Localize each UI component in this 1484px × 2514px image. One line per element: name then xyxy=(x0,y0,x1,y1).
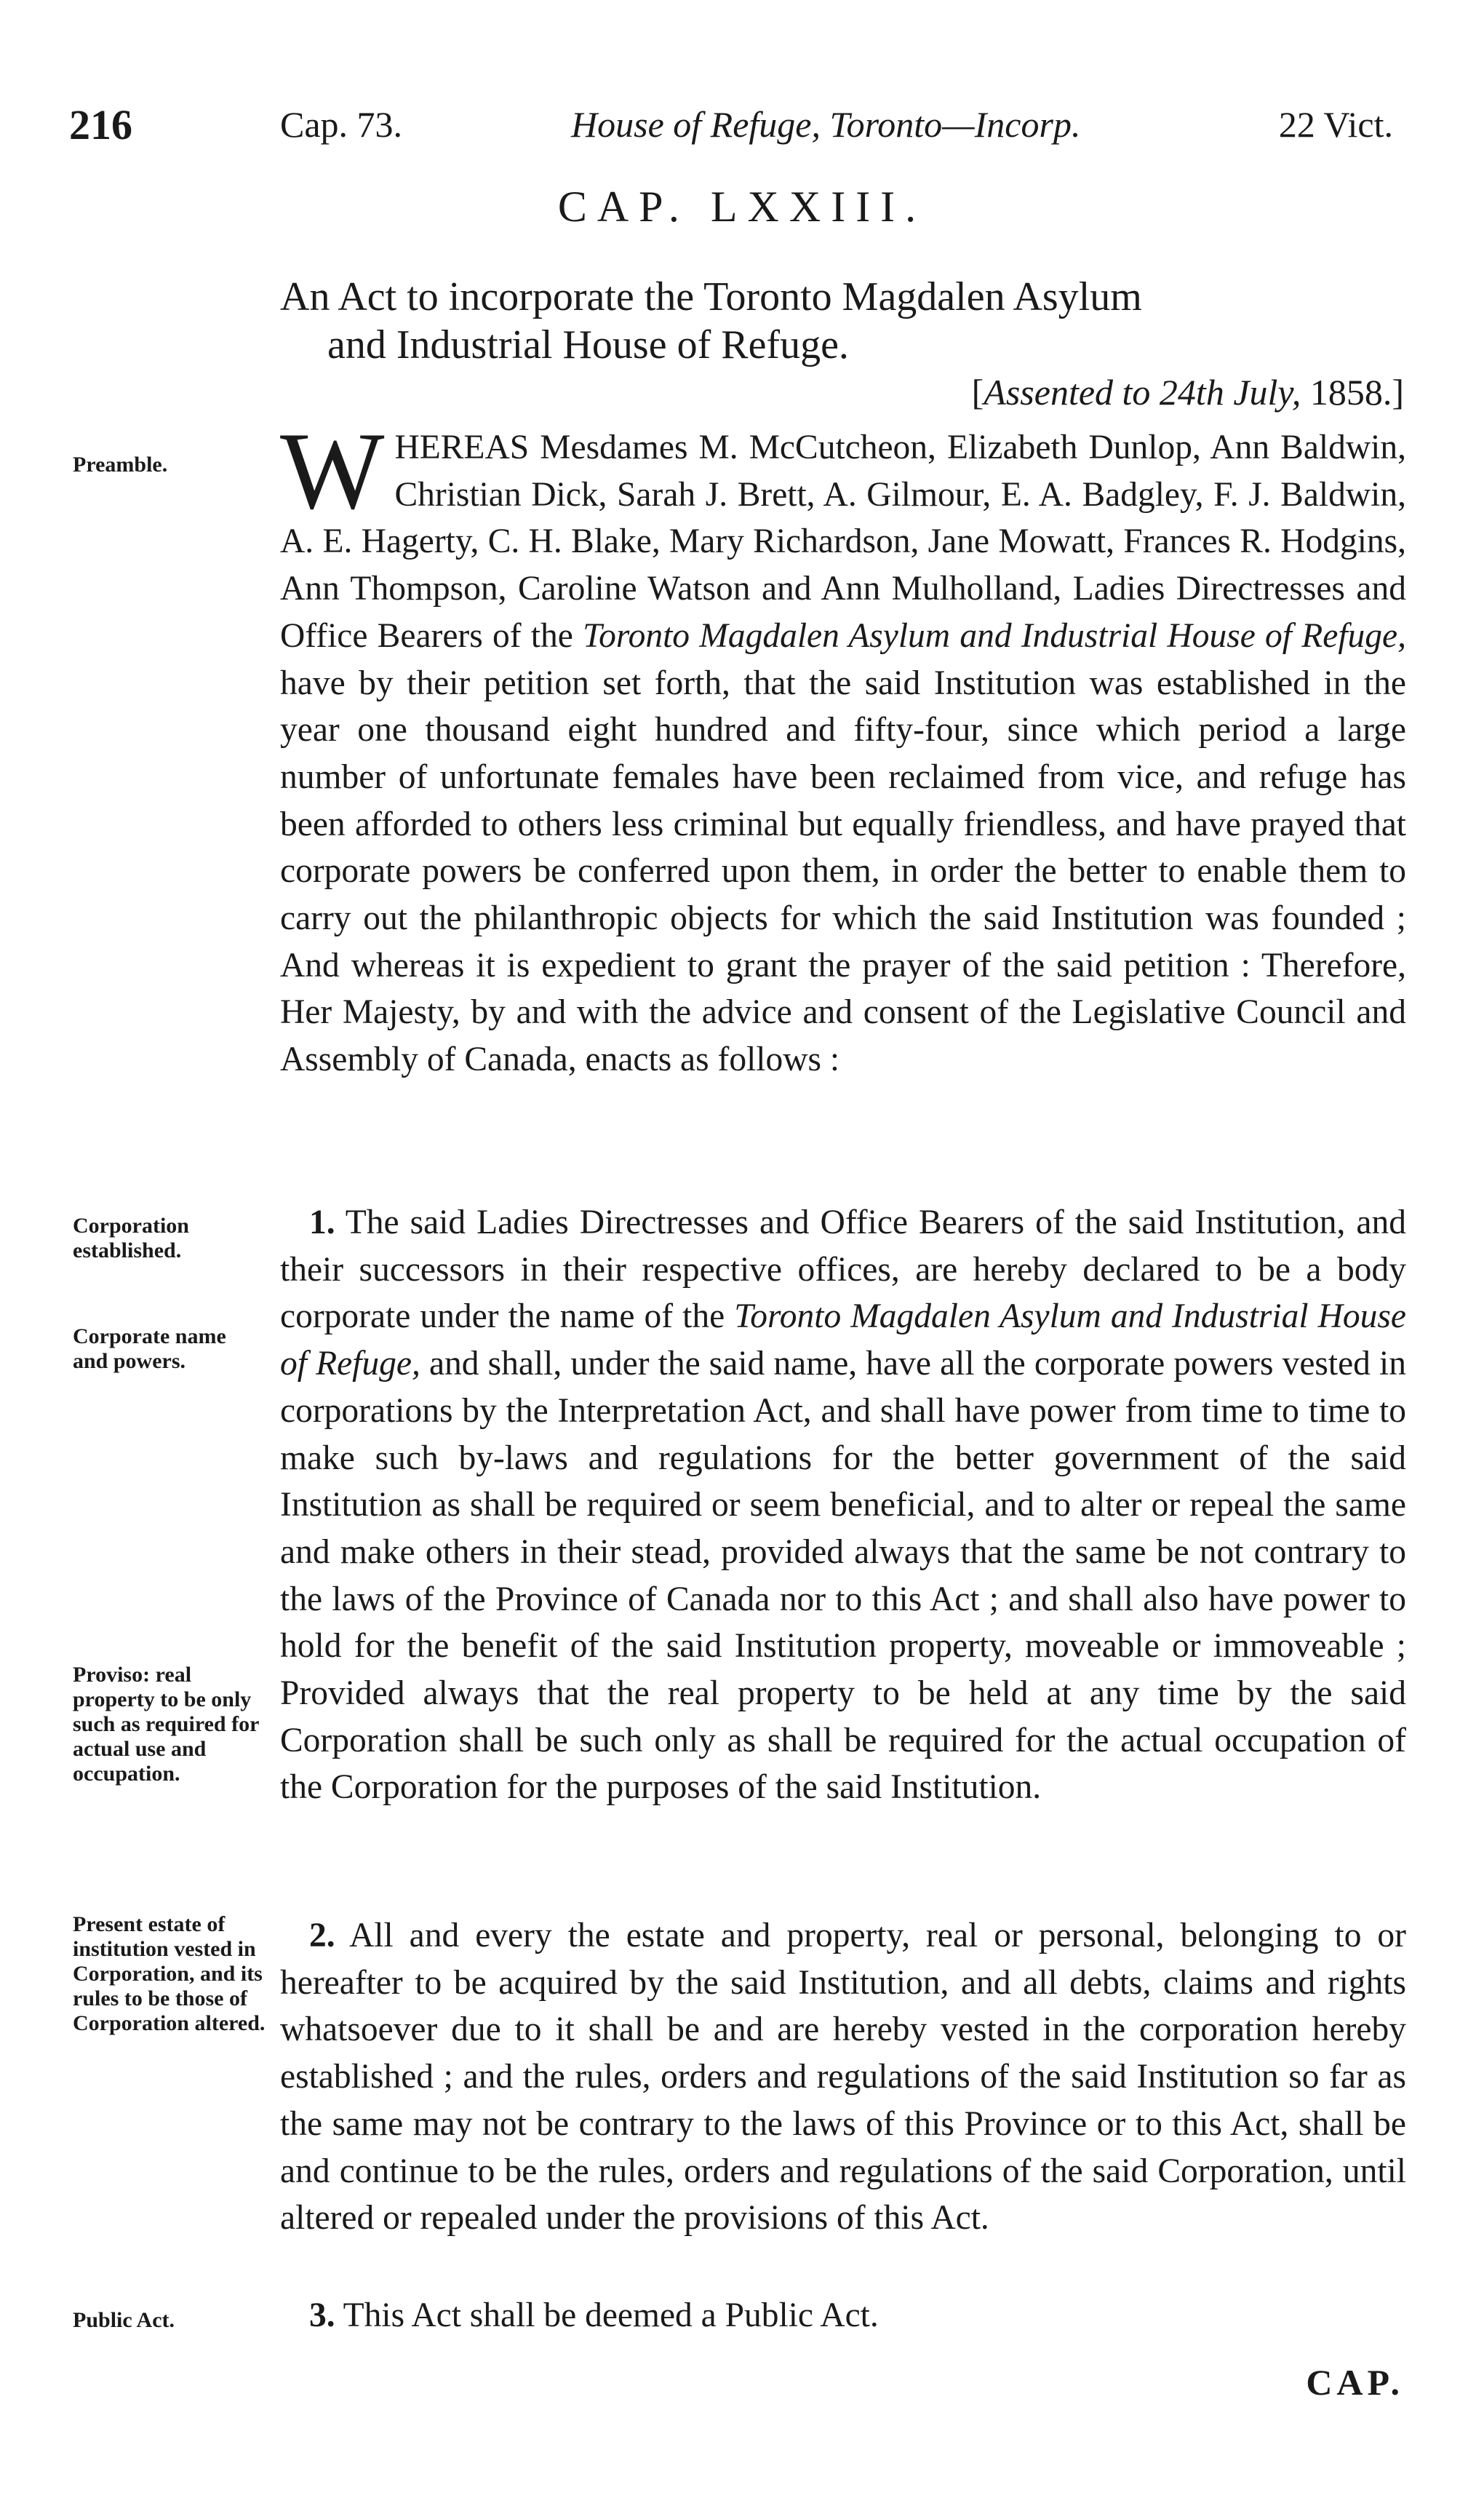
margin-note-public-act: Public Act. xyxy=(73,2308,175,2332)
running-head xyxy=(69,100,1408,159)
section-3 xyxy=(280,2292,1406,2339)
margin-note-proviso: Proviso: real property to be only such as required for actual use and occupation. xyxy=(73,1663,259,1786)
preamble-text-2: have by their petition set forth, that the said Institution was established in the year one thousand eight hundred and fifty-four, since which period a large number of unfortunate females have been reclaimed from vice, and refuge has been afforded to others less criminal but equally friendless, and have prayed that corporate powers be conferred upon them, in order the better to enable them to carry out the philanthropic objects for which the said Institution was founded ; And whereas it is expedient to grant the prayer of the said petition : Therefore, Her Majesty, by and with the advice and consent of the Legislative Council and Assembly of Canada, enacts as follows : xyxy=(280,664,1406,1079)
section-2-number: 2. xyxy=(309,1917,335,1954)
margin-note-preamble: Preamble. xyxy=(73,453,168,477)
section-1-text-b: and shall, under the said name, have all the corporate powers vested in corporations by the Interpretation Act, and shall have power from time to time to make such by-laws and regulations for the better government of the said Institution as shall be required or seem beneficial, and to alter or repeal the same and make others in their stead, provided always that the same be not contrary to the laws of the Province of Canada nor to this Act ; and shall also have power to hold for the benefit of the said Institution property, moveable or immoveable ; Provided always that the real property to be held at any time by the said Corporation shall be such only as shall be required for the actual occupation of the Corporation for the purposes of the said Institution. xyxy=(280,1345,1406,1807)
preamble-text-1: HEREAS Mesdames M. McCutcheon, Elizabeth Dunlop, Ann Baldwin, Christian Dick, Sarah J. Brett, A. Gilmour, E. A. Badgley, F. J. Baldwin, A. E. Hagerty, C. H. Blake, Mary Richardson, Jane Mowatt, Frances R. Hodgins, Ann Thompson, Caroline Watson and Ann Mulholland, Ladies Directresses and Office Bearers of the xyxy=(280,429,1406,655)
section-3-number: 3. xyxy=(309,2296,335,2334)
drop-capital: W xyxy=(280,410,385,532)
section-2 xyxy=(280,1912,1406,2242)
page-number: 216 xyxy=(69,101,132,148)
assent-text: Assented to 24th July, xyxy=(984,372,1301,413)
act-title-line-2: and Industrial House of Refuge. xyxy=(327,322,849,367)
margin-note-present-estate: Present estate of institution vested in Corporation, and its rules to be those of Corporation altered. xyxy=(73,1912,266,2035)
running-head-title: House of Refuge, Toronto—Incorp. xyxy=(571,104,1081,145)
institution-name: Toronto Magdalen Asylum and Industrial House of Refuge, xyxy=(583,616,1407,655)
running-head-chapter: Cap. 73. xyxy=(280,104,403,145)
preamble-paragraph xyxy=(280,410,1407,1083)
catchword: CAP. xyxy=(1306,2362,1404,2403)
margin-note-corporate-name: Corporate name and powers. xyxy=(73,1324,226,1373)
section-1-number: 1. xyxy=(309,1204,335,1241)
assent-bracket: [ xyxy=(971,372,984,413)
assent-year: 1858.] xyxy=(1301,372,1404,413)
section-1 xyxy=(280,1199,1406,1811)
act-title-line-1: An Act to incorporate the Toronto Magdalen Asylum xyxy=(280,274,1142,319)
chapter-heading: CAP. LXXIII. xyxy=(557,183,927,231)
running-head-regnal-year: 22 Vict. xyxy=(1278,104,1393,145)
section-2-text: All and every the estate and property, real or personal, belonging to or hereafter to be acquired by the said Institution, and all debts, claims and rights whatsoever due to it shall be and are hereby vested in the corporation hereby established ; and the rules, orders and regulations of the said Institution so far as the same may not be contrary to the laws of this Province or to this Act, shall be and continue to be the rules, orders and regulations of the said Corporation, until altered or repealed under the provisions of this Act. xyxy=(280,1917,1406,2237)
section-3-text: This Act shall be deemed a Public Act. xyxy=(335,2296,879,2334)
assent-date xyxy=(972,371,1404,413)
section-1-text-a: The said Ladies Directresses and Office Bearers of the said Institution, and their successors in their respective offices, are hereby declared to be a body corporate under the name of the xyxy=(280,1204,1406,1336)
margin-note-corporation-established: Corporation established. xyxy=(73,1214,189,1262)
act-title xyxy=(280,273,1415,369)
section-1-corporate-name: Toronto Magdalen Asylum and Industrial House of Refuge, xyxy=(280,1297,1406,1383)
